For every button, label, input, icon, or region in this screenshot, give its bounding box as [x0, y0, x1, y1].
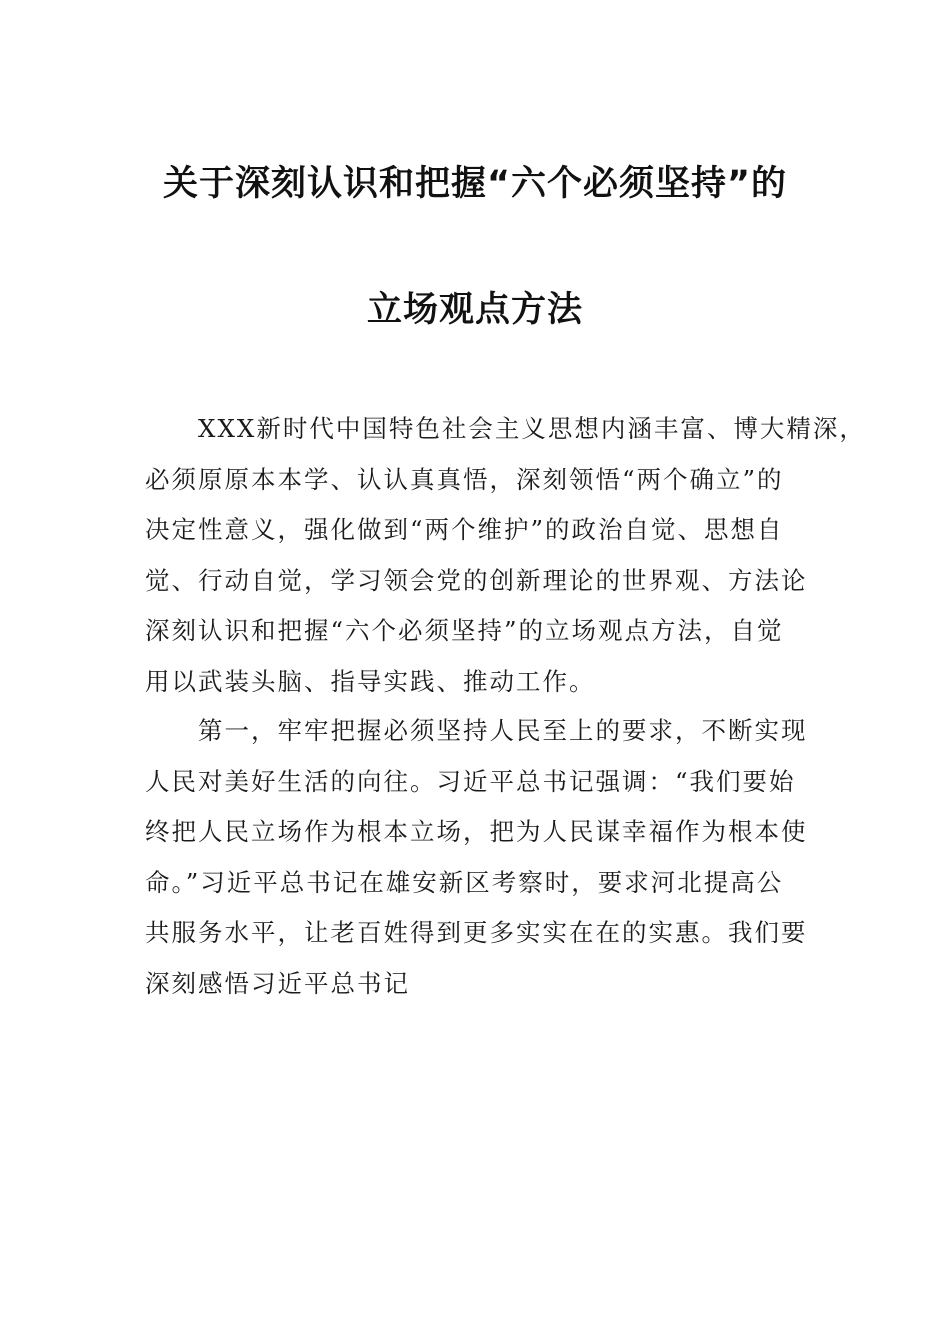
paragraph-line: 决定性意义，强化做到“两个维护”的政治自觉、思想自	[145, 515, 784, 544]
paragraph-line: 用以武装头脑、指导实践、推动工作。	[145, 666, 596, 696]
paragraph-line: 必须原原本本学、认认真真悟，深刻领悟“两个确立”的	[145, 464, 784, 494]
paragraph-1	[145, 404, 866, 707]
document-title-line-2: 立场观点方法	[366, 290, 583, 330]
paragraph-line: 觉、行动自觉，学习领会党的创新理论的世界观、方法论	[145, 565, 808, 595]
paragraph-line: 第一，牢牢把握必须坚持人民至上的要求，不断实现	[198, 716, 808, 745]
paragraph-line: 命。”习近平总书记在雄安新区考察时，要求河北提高公	[145, 867, 784, 897]
paragraph-line: 共服务水平，让老百姓得到更多实实在在的实惠。我们要	[145, 918, 808, 947]
paragraph-line: 终把人民立场作为根本立场，把为人民谋幸福作为根本使	[145, 817, 808, 846]
paragraph-2	[145, 706, 810, 1009]
document-title-line-1: 关于深刻认识和把握“六个必须坚持”的	[162, 164, 787, 204]
paragraph-line: XXX新时代中国特色社会主义思想内涵丰富、博大精深，	[198, 414, 866, 443]
paragraph-line: 人民对美好生活的向往。习近平总书记强调：“我们要始	[145, 766, 796, 796]
paragraph-line: 深刻感悟习近平总书记	[145, 968, 410, 998]
paragraph-line: 深刻认识和把握“六个必须坚持”的立场观点方法，自觉	[145, 616, 784, 645]
